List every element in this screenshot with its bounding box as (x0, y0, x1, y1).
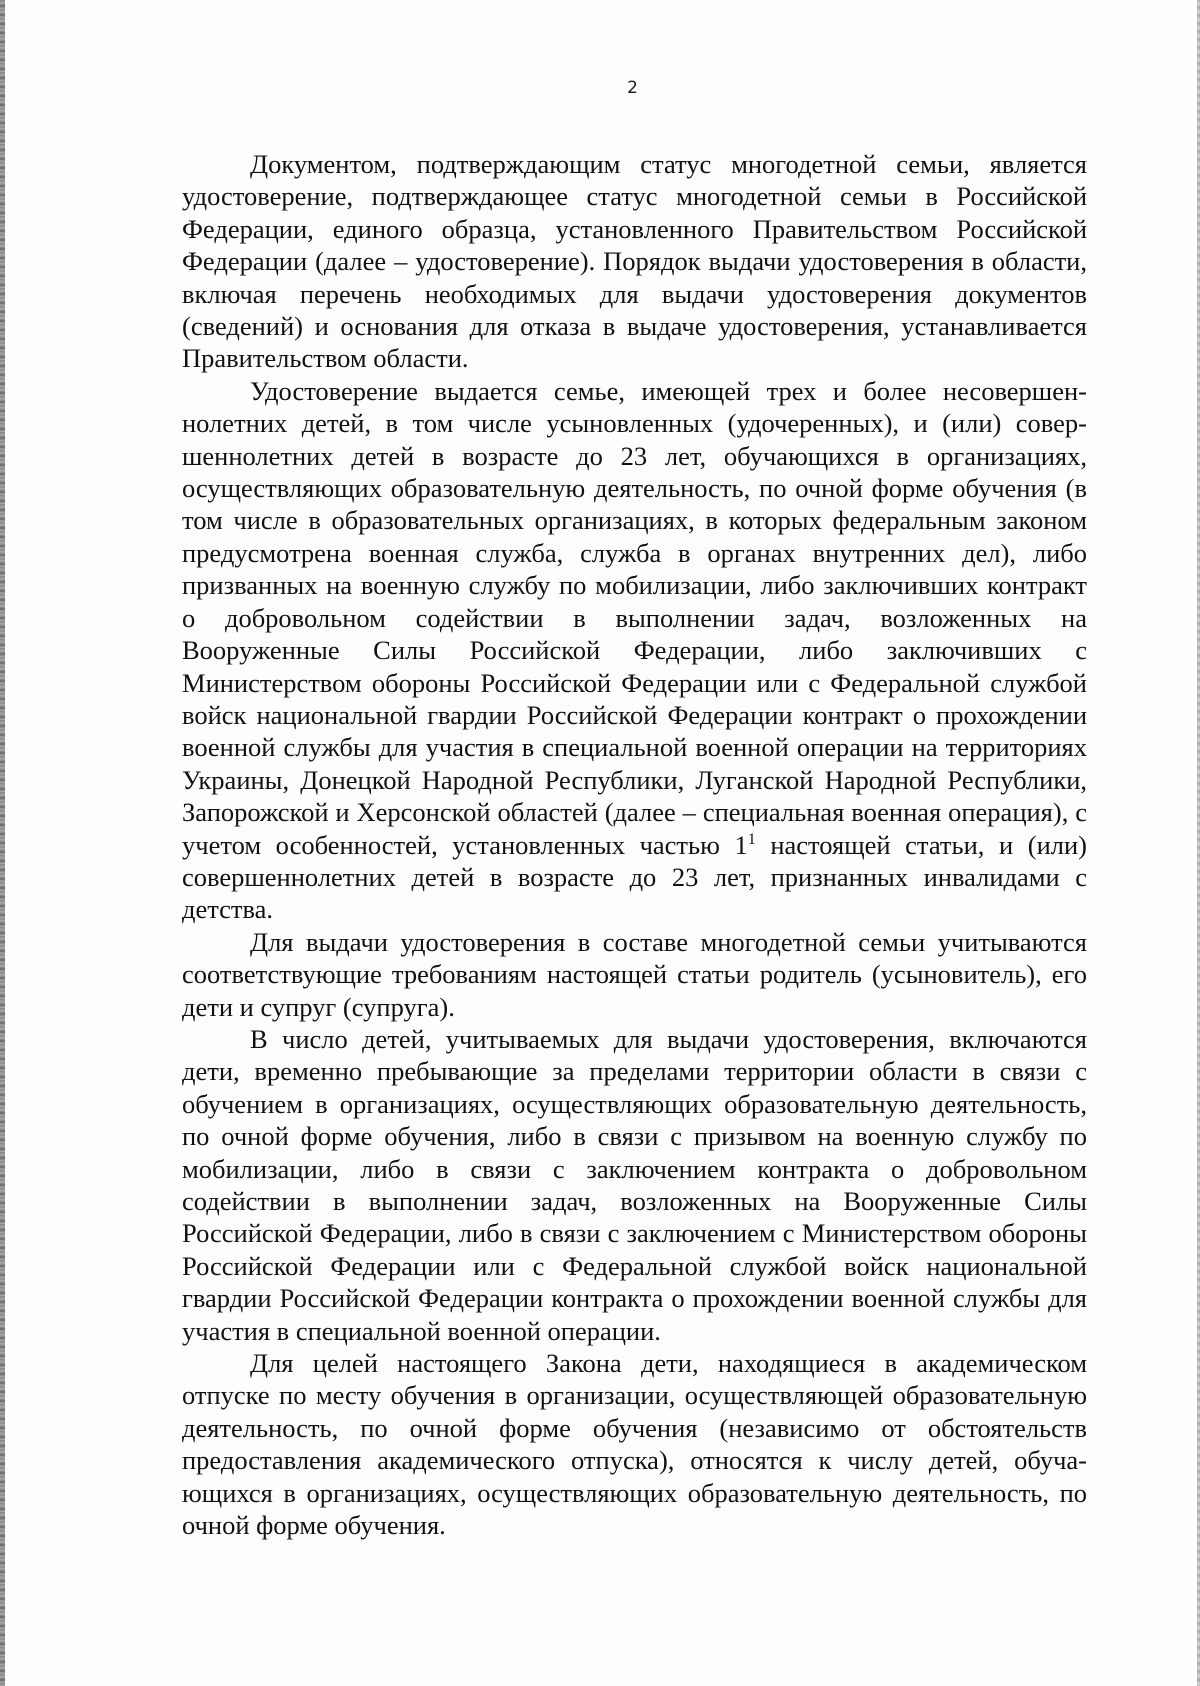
paragraph-text-after-reference: настоящей статьи, и (или) совершеннолетних детей в возрасте до 23 лет, признанных инвалидами с детства. (182, 829, 1087, 925)
page-number: 2 (627, 78, 638, 98)
paragraph-text-before-reference: Удостоверение выдается семье, имеющей трех и более несовершеннолетних детей, в том числе усыновленных (удочеренных), и (или) совершеннолетних детей в возрасте до 23 лет, обучающихся в организациях, осуществляющих образовательную деятельность, по очной форме обучения (в том числе в образовательных организациях, в которых федеральным законом предусмотрена военная служба, служба в органах внутренних дел), либо призванных на военную службу по мобилизации, либо заключивших контракт о добровольном содействии в выполнении задач, возложенных на Вооруженные Силы Российской Федерации, либо заключивших с Министерством обороны Российской Федерации или с Федеральной службой войск национальной гвардии Российской Федерации контракт о прохождении военной службы для участия в специальной военной операции на территориях Украины, Донецкой Народной Республики, Луганской Народной Республики, Запорожской и Херсонской областей (далее – специальная военная операция), с учетом особенностей, установленных частью 1 (182, 375, 1087, 860)
scan-edge-left (0, 0, 5, 1686)
paragraph-certificate-issuance (182, 375, 1087, 926)
paragraph-children-outside-region: В число детей, учитываемых для выдачи удостоверения, включаются дети, временно пребывающие за пределами территории области в связи с обучением в организациях, осуществляющих образовательную деятельность, по очной форме обучения, либо в связи с призывом на военную службу по мобилизации, либо в связи с заключением контракта о добровольном содействии в выполнении задач, возложенных на Вооруженные Силы Российской Федерации, либо в связи с заключением с Министерством обороны Российской Федерации или с Федеральной службой войск национальной гвардии Российской Федерации контракта о прохождении военной службы для участия в специальной военной операции. (182, 1023, 1087, 1346)
document-body (182, 148, 1087, 1541)
paragraph-academic-leave: Для целей настоящего Закона дети, находящиеся в академическом отпуске по месту обучения в организации, осуществляющей образовательную деятельность, по очной форме обучения (независимо от обстоятельств предоставления академического отпуска), относятся к числу детей, обучающихся в организациях, осуществляющих образовательную деятельность, по очной форме обучения. (182, 1348, 1087, 1541)
part-reference-superscript: 1 (747, 830, 756, 848)
paragraph-family-composition: Для выдачи удостоверения в составе многодетной семьи учитываются соответствующие требованиям настоящей статьи родитель (усыновитель), его дети и супруг (супруга). (182, 926, 1087, 1022)
paragraph-certificate-document: Документом, подтверждающим статус многодетной семьи, является удостоверение, подтверждающее статус многодетной семьи в Российской Федерации, единого образца, установленного Правительством Российской Федерации (далее – удостоверение). Порядок выдачи удостоверения в области, включая перечень необходимых для выдачи удостоверения документов (сведений) и основания для отказа в выдаче удостоверения, устанавливается Правительством области. (182, 149, 1087, 374)
